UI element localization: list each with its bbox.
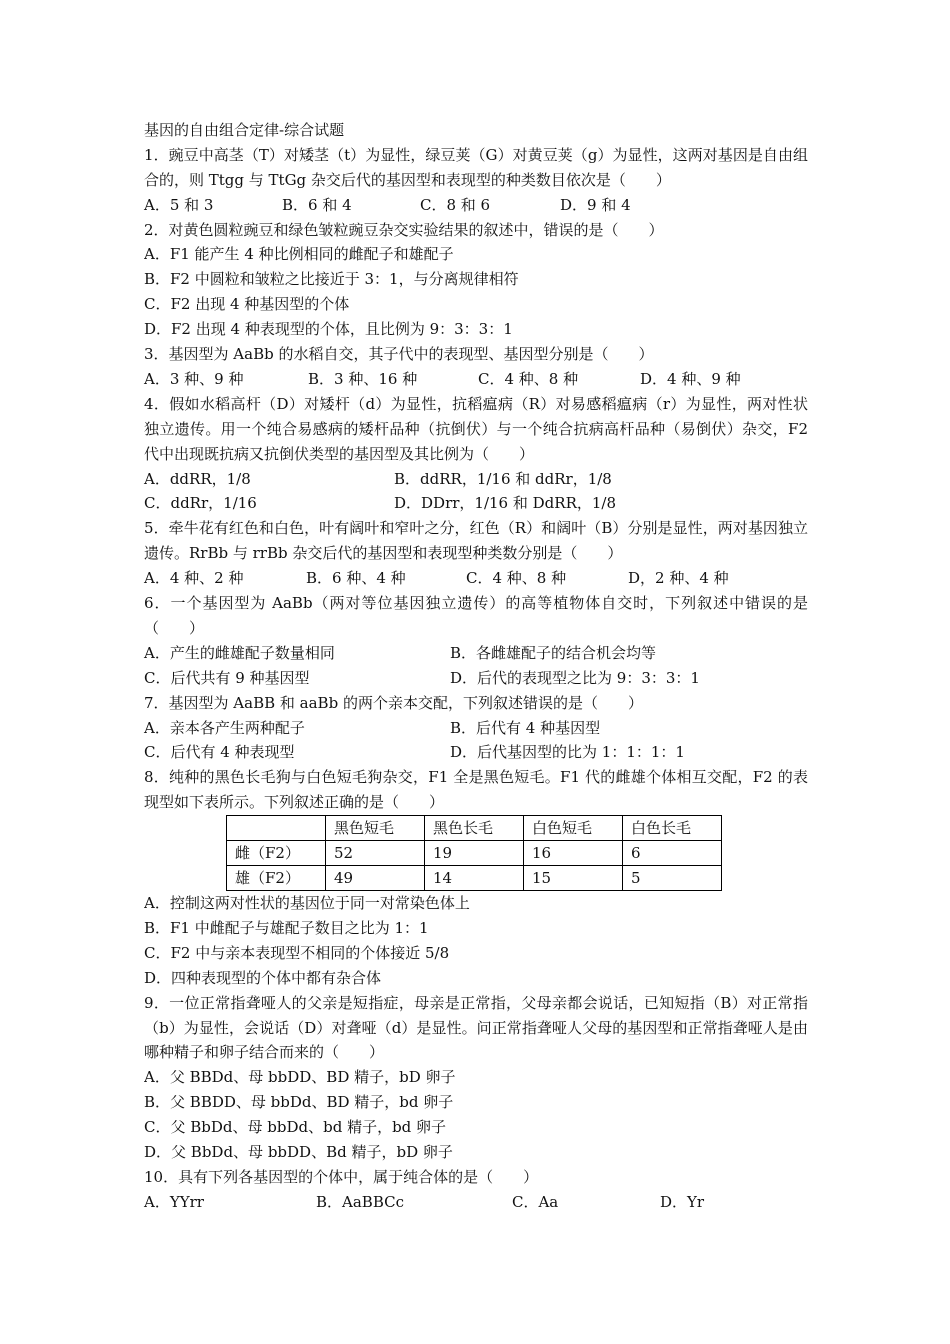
question-6-options-row1 — [144, 641, 808, 666]
option-b: B．后代有 4 种基因型 — [450, 718, 601, 737]
table-cell: 15 — [524, 866, 623, 891]
table-header: 白色短毛 — [524, 816, 623, 841]
option-b: B．ddRR，1/16 和 ddRr，1/8 — [394, 469, 612, 488]
option-d: D．9 和 4 — [560, 195, 631, 214]
table-header-row — [227, 816, 722, 841]
option-a: A．亲本各产生两种配子 — [144, 718, 305, 737]
table-row — [227, 866, 722, 891]
option-b: B．AaBBCc — [316, 1192, 405, 1211]
table-cell: 6 — [623, 841, 722, 866]
option-a: A．3 种、9 种 — [144, 369, 244, 388]
option-b: B．6 和 4 — [282, 195, 352, 214]
table-row — [227, 841, 722, 866]
question-6-options-row2 — [144, 666, 808, 691]
question-9-stem: 9．一位正常指聋哑人的父亲是短指症，母亲是正常指，父母亲都会说话，已知短指（B）对正常指（b）为显性，会说话（D）对聋哑（d）是显性。问正常指聋哑人父母的基因型和正常指聋哑人是由哪种精子和卵子结合而来的（ ） — [144, 993, 808, 1062]
option-c: C．F2 中与亲本表现型不相同的个体接近 5/8 — [144, 943, 450, 962]
option-a: A．F1 能产生 4 种比例相同的雌配子和雄配子 — [144, 245, 454, 264]
option-b: B．父 BBDD、母 bbDd、BD 精子，bd 卵子 — [144, 1093, 454, 1112]
table-cell: 14 — [425, 866, 524, 891]
option-d: D，2 种、4 种 — [628, 569, 729, 588]
table-cell — [227, 816, 326, 841]
option-c: C．4 种、8 种 — [478, 369, 579, 388]
option-c: C．ddRr，1/16 — [144, 494, 257, 513]
option-a: A．产生的雌雄配子数量相同 — [144, 643, 335, 662]
option-c: C．后代有 4 种表现型 — [144, 743, 295, 762]
table-header: 黑色短毛 — [326, 816, 425, 841]
f2-phenotype-table — [226, 815, 722, 891]
page-title: 基因的自由组合定律-综合试题 — [144, 121, 345, 139]
table-cell: 雌（F2） — [227, 841, 326, 866]
table-cell: 52 — [326, 841, 425, 866]
option-a: A．ddRR，1/8 — [144, 469, 251, 488]
question-10-stem: 10．具有下列各基因型的个体中，属于纯合体的是（ ） — [144, 1167, 539, 1186]
question-6-stem: 6．一个基因型为 AaBb（两对等位基因独立遗传）的高等植物体自交时，下列叙述中错误的是（ ） — [144, 594, 808, 637]
option-d: D．后代的表现型之比为 9：3：3：1 — [450, 668, 700, 687]
option-c: C．父 BbDd、母 bbDd、bd 精子，bd 卵子 — [144, 1118, 447, 1137]
question-7-options-row1 — [144, 716, 808, 741]
question-1-stem: 1．豌豆中高茎（T）对矮茎（t）为显性，绿豆荚（G）对黄豆荚（g）为显性，这两对基因是自由组合的，则 Ttgg 与 TtGg 杂交后代的基因型和表现型的种类数目依次是（ ） — [144, 145, 808, 189]
option-c: C．后代共有 9 种基因型 — [144, 668, 310, 687]
question-7-options-row2 — [144, 740, 808, 765]
option-c: C．F2 出现 4 种基因型的个体 — [144, 295, 350, 314]
option-b: B．F2 中圆粒和皱粒之比接近于 3：1，与分离规律相符 — [144, 270, 519, 289]
question-4-options-row1 — [144, 467, 808, 492]
option-d: D．4 种、9 种 — [640, 369, 741, 388]
table-header: 黑色长毛 — [425, 816, 524, 841]
option-d: D．Yr — [660, 1192, 705, 1211]
table-cell: 5 — [623, 866, 722, 891]
option-a: A．父 BBDd、母 bbDD、BD 精子，bD 卵子 — [144, 1068, 456, 1087]
question-4-stem: 4．假如水稻高杆（D）对矮杆（d）为显性，抗稻瘟病（R）对易感稻瘟病（r）为显性，两对性状独立遗传。用一个纯合易感病的矮杆品种（抗倒伏）与一个纯合抗病高杆品种（易倒伏）杂交，F2 代中出现既抗病又抗倒伏类型的基因型及其比例为（ ） — [144, 394, 808, 463]
question-5-stem: 5．牵牛花有红色和白色，叶有阔叶和窄叶之分，红色（R）和阔叶（B）分别是显性，两对基因独立遗传。RrBb 与 rrBb 杂交后代的基因型和表现型种类数分别是（ ） — [144, 519, 808, 563]
question-1-options — [144, 193, 808, 218]
option-b: B．各雌雄配子的结合机会均等 — [450, 643, 657, 662]
table-cell: 雄（F2） — [227, 866, 326, 891]
option-a: A．YYrr — [144, 1192, 204, 1211]
option-d: D．后代基因型的比为 1：1：1：1 — [450, 743, 685, 762]
option-b: B．3 种、16 种 — [308, 369, 418, 388]
option-d: D．四种表现型的个体中都有杂合体 — [144, 968, 382, 987]
exam-page — [144, 118, 808, 1215]
question-10-options — [144, 1190, 808, 1215]
question-3-options — [144, 367, 808, 392]
table-cell: 49 — [326, 866, 425, 891]
option-d: D．F2 出现 4 种表现型的个体，且比例为 9：3：3：1 — [144, 320, 513, 339]
table-header: 白色长毛 — [623, 816, 722, 841]
option-d: D．DDrr，1/16 和 DdRR，1/8 — [394, 494, 616, 513]
option-c: C．4 种、8 种 — [466, 569, 567, 588]
option-a: A．控制这两对性状的基因位于同一对常染色体上 — [144, 894, 470, 913]
option-b: B．F1 中雌配子与雄配子数目之比为 1：1 — [144, 919, 429, 937]
question-4-options-row2 — [144, 491, 808, 516]
option-c: C．8 和 6 — [420, 195, 491, 214]
question-5-options — [144, 566, 808, 591]
option-d: D．父 BbDd、母 bbDD、Bd 精子，bD 卵子 — [144, 1143, 453, 1162]
question-8-stem: 8．纯种的黑色长毛狗与白色短毛狗杂交，F1 全是黑色短毛。F1 代的雌雄个体相互交配，F2 的表现型如下表所示。下列叙述正确的是（ ） — [144, 768, 808, 812]
table-cell: 19 — [425, 841, 524, 866]
question-3-stem: 3．基因型为 AaBb 的水稻自交，其子代中的表现型、基因型分别是（ ） — [144, 345, 654, 364]
option-a: A．4 种、2 种 — [144, 569, 244, 588]
question-7-stem: 7．基因型为 AaBB 和 aaBb 的两个亲本交配，下列叙述错误的是（ ） — [144, 693, 643, 712]
table-cell: 16 — [524, 841, 623, 866]
option-b: B．6 种、4 种 — [306, 569, 406, 588]
option-c: C．Aa — [512, 1192, 559, 1211]
option-a: A．5 和 3 — [144, 195, 214, 214]
question-2-stem: 2．对黄色圆粒豌豆和绿色皱粒豌豆杂交实验结果的叙述中，错误的是（ ） — [144, 220, 664, 239]
